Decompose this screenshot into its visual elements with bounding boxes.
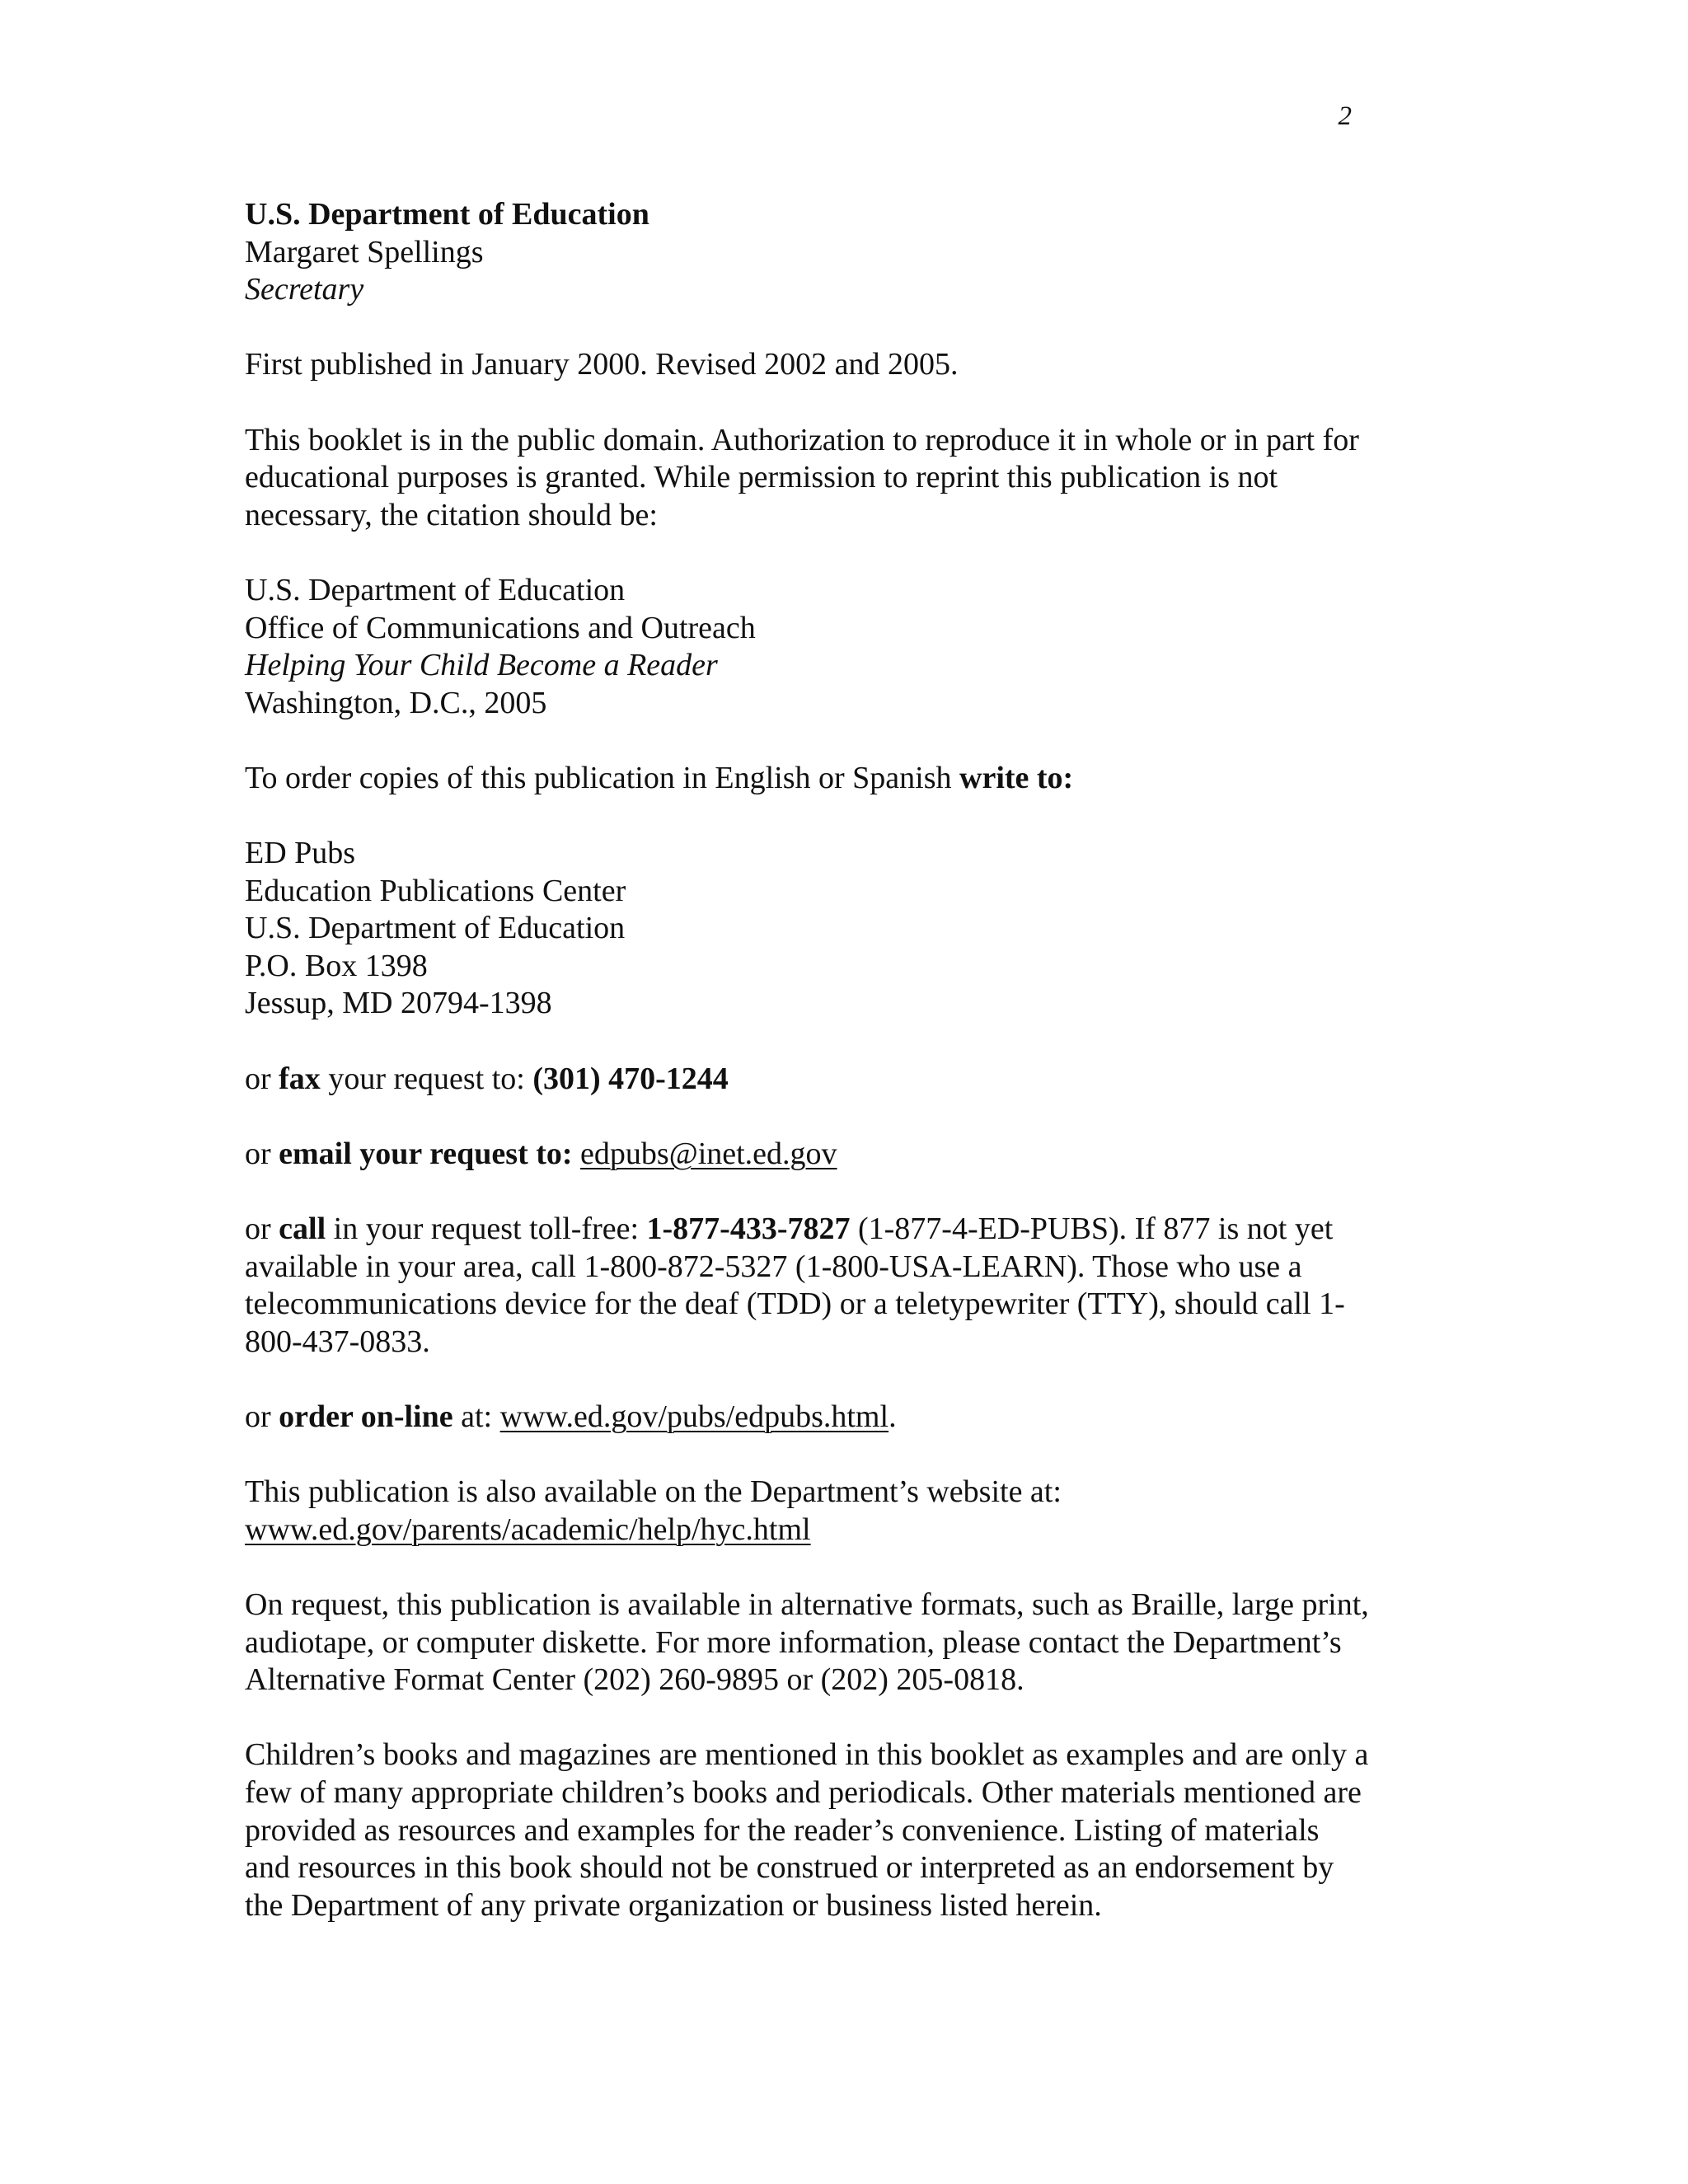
online-suffix: . xyxy=(889,1399,897,1434)
paragraph-line: provided as resources and examples for the reader’s convenience. Listing of materials xyxy=(245,1812,1320,1848)
website-url-line xyxy=(245,1511,1448,1549)
email-line xyxy=(245,1136,1448,1174)
public-domain-paragraph xyxy=(245,422,1448,535)
order-intro-bold: write to: xyxy=(959,760,1074,795)
paragraph-line: audiotape, or computer diskette. For more information, please contact the Department’s xyxy=(245,1624,1342,1660)
address-line: ED Pubs xyxy=(245,836,356,871)
paragraph-line: telecommunications device for the deaf (TDD) or a teletypewriter (TTY), should call 1- xyxy=(245,1286,1345,1322)
citation-place-year: Washington, D.C., 2005 xyxy=(245,685,547,720)
toll-free-number: 1-877-433-7827 xyxy=(646,1212,851,1247)
online-text xyxy=(245,1399,1448,1436)
paragraph-line: necessary, the citation should be: xyxy=(245,497,658,532)
call-rest: (1-877-4-ED-PUBS). If 877 is not yet xyxy=(850,1212,1334,1247)
fax-label: fax xyxy=(279,1061,321,1096)
department-block xyxy=(245,196,1448,309)
call-paragraph xyxy=(245,1211,1448,1361)
citation-office: Office of Communications and Outreach xyxy=(245,610,756,645)
edpubs-link[interactable]: www.ed.gov/pubs/edpubs.html xyxy=(499,1399,889,1434)
secretary-name: Margaret Spellings xyxy=(245,234,484,269)
paragraph-line: the Department of any private organization or business listed herein. xyxy=(245,1887,1102,1923)
order-intro-text: To order copies of this publication in English or Spanish xyxy=(245,760,960,795)
website-link[interactable]: www.ed.gov/parents/academic/help/hyc.html xyxy=(245,1511,811,1547)
department-name: U.S. Department of Education xyxy=(245,197,649,232)
citation-block xyxy=(245,572,1448,722)
fax-middle: your request to: xyxy=(320,1061,533,1096)
online-middle: at: xyxy=(452,1399,500,1434)
publication-history-text: First published in January 2000. Revised 2002 and 2005. xyxy=(245,347,959,382)
email-space xyxy=(573,1137,581,1171)
page-content xyxy=(245,196,1448,1962)
paragraph-line: On request, this publication is available in alternative formats, such as Braille, large print, xyxy=(245,1586,1369,1622)
website-text: This publication is also available on the Department’s website at: xyxy=(245,1474,1062,1510)
fax-line xyxy=(245,1061,1448,1099)
paragraph-line: 800-437-0833. xyxy=(245,1324,430,1359)
online-order-line xyxy=(245,1399,1448,1436)
website-paragraph xyxy=(245,1474,1448,1549)
order-intro-line xyxy=(245,760,1448,798)
email-text xyxy=(245,1136,1448,1174)
publication-history xyxy=(245,346,1448,384)
online-prefix: or xyxy=(245,1399,279,1434)
fax-number: (301) 470-1244 xyxy=(532,1061,729,1096)
citation-org: U.S. Department of Education xyxy=(245,572,626,607)
paragraph-line: This booklet is in the public domain. Authorization to reproduce it in whole or in part for xyxy=(245,422,1359,457)
call-middle: in your request toll-free: xyxy=(326,1212,647,1247)
call-label: call xyxy=(279,1212,326,1247)
fax-text xyxy=(245,1061,1448,1099)
citation-book-title: Helping Your Child Become a Reader xyxy=(245,648,718,683)
paragraph-line: Alternative Format Center (202) 260-9895 or (202) 205-0818. xyxy=(245,1662,1025,1698)
fax-prefix: or xyxy=(245,1061,279,1096)
paragraph-line: Children’s books and magazines are mentioned in this booklet as examples and are only a xyxy=(245,1737,1369,1773)
email-prefix: or xyxy=(245,1136,279,1171)
page-number: 2 xyxy=(1338,101,1352,131)
paragraph-line: few of many appropriate children’s books and periodicals. Other materials mentioned are xyxy=(245,1774,1362,1810)
alternative-formats-paragraph xyxy=(245,1586,1448,1699)
paragraph-line: available in your area, call 1-800-872-5327 (1-800-USA-LEARN). Those who use a xyxy=(245,1249,1302,1284)
address-line: Jessup, MD 20794-1398 xyxy=(245,986,552,1021)
email-label: email your request to: xyxy=(279,1136,573,1171)
paragraph-line: educational purposes is granted. While permission to reprint this publication is not xyxy=(245,460,1278,495)
online-label: order on-line xyxy=(279,1399,453,1434)
address-line: P.O. Box 1398 xyxy=(245,948,428,983)
secretary-title: Secretary xyxy=(245,272,364,307)
disclaimer-paragraph xyxy=(245,1736,1448,1924)
paragraph-line: and resources in this book should not be construed or interpreted as an endorsement by xyxy=(245,1850,1334,1886)
address-line: U.S. Department of Education xyxy=(245,911,626,946)
mailing-address xyxy=(245,835,1448,1023)
address-line: Education Publications Center xyxy=(245,873,626,908)
order-intro xyxy=(245,760,1448,798)
call-first-line xyxy=(245,1211,1448,1249)
email-link[interactable]: edpubs@inet.ed.gov xyxy=(580,1136,837,1171)
call-prefix: or xyxy=(245,1212,279,1247)
